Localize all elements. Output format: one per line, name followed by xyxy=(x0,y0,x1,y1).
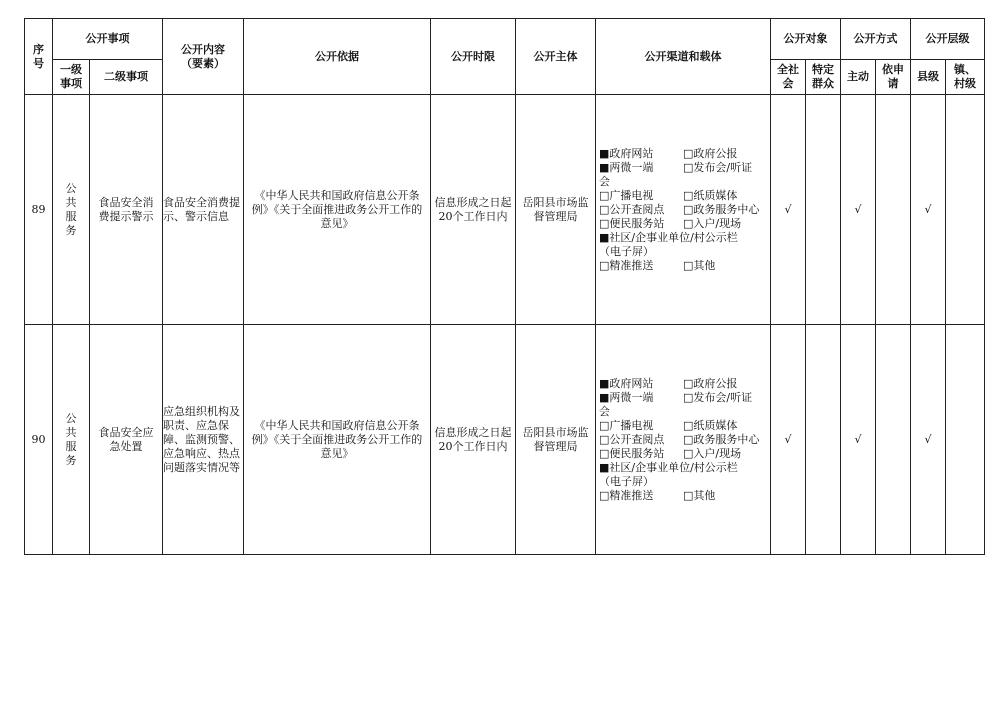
channel-option: □广播电视 xyxy=(599,418,654,432)
header-method-active: 主动 xyxy=(841,60,876,95)
channel-option-wrap: （电子屏） xyxy=(599,474,654,488)
channel-option: □政务服务中心 xyxy=(683,432,760,446)
row-level1: 公共服务 xyxy=(53,95,90,325)
row-time-limit: 信息形成之日起20个工作日内 xyxy=(431,95,516,325)
channel-option: □精准推送 xyxy=(599,258,654,272)
channel-option-wrap: （电子屏） xyxy=(599,244,654,258)
row-method-request xyxy=(876,325,911,555)
table-row xyxy=(25,325,985,555)
channel-option: □便民服务站 xyxy=(599,216,665,230)
row-method-active: √ xyxy=(841,325,876,555)
row-seq: 89 xyxy=(25,95,53,325)
header-method: 公开方式 xyxy=(841,19,911,60)
header-method-request: 依申请 xyxy=(876,60,911,95)
row-content: 食品安全消费提示、警示信息 xyxy=(163,95,244,325)
header-level1: 一级事项 xyxy=(53,60,90,95)
row-subject: 岳阳县市场监督管理局 xyxy=(516,325,596,555)
row-channels xyxy=(596,95,771,325)
row-level2: 食品安全应急处置 xyxy=(90,325,163,555)
row-target-specific xyxy=(806,325,841,555)
channel-option: ■社区/企事业单位/村公示栏 xyxy=(599,230,738,244)
channel-option: □政务服务中心 xyxy=(683,202,760,216)
channel-option: □入户/现场 xyxy=(683,216,742,230)
channel-option: ■社区/企事业单位/村公示栏 xyxy=(599,460,738,474)
channel-option: □其他 xyxy=(683,258,716,272)
header-level-county: 县级 xyxy=(911,60,946,95)
row-target-all: √ xyxy=(771,325,806,555)
row-content: 应急组织机构及职责、应急保障、监测预警、应急响应、热点问题落实情况等 xyxy=(163,325,244,555)
header-level: 公开层级 xyxy=(911,19,985,60)
channel-option: □发布会/听证 xyxy=(683,390,753,404)
channel-option-wrap: 会 xyxy=(599,174,610,188)
row-channels xyxy=(596,325,771,555)
header-channel: 公开渠道和载体 xyxy=(596,19,771,95)
channel-option: □其他 xyxy=(683,488,716,502)
header-target-specific: 特定群众 xyxy=(806,60,841,95)
row-target-all: √ xyxy=(771,95,806,325)
row-time-limit: 信息形成之日起20个工作日内 xyxy=(431,325,516,555)
channel-option: ■两微一端 xyxy=(599,390,654,404)
row-subject: 岳阳县市场监督管理局 xyxy=(516,95,596,325)
channel-option-wrap: 会 xyxy=(599,404,610,418)
row-level-county: √ xyxy=(911,95,946,325)
header-subject: 公开主体 xyxy=(516,19,596,95)
channel-option: □纸质媒体 xyxy=(683,188,738,202)
header-content: 公开内容（要素） xyxy=(163,19,244,95)
channel-option: □发布会/听证 xyxy=(683,160,753,174)
channel-option: □纸质媒体 xyxy=(683,418,738,432)
row-level2: 食品安全消费提示警示 xyxy=(90,95,163,325)
row-target-specific xyxy=(806,95,841,325)
header-level2: 二级事项 xyxy=(90,60,163,95)
header-seq: 序号 xyxy=(25,19,53,95)
channel-option: □便民服务站 xyxy=(599,446,665,460)
header-row-1 xyxy=(25,19,985,60)
row-method-request xyxy=(876,95,911,325)
header-target-all: 全社会 xyxy=(771,60,806,95)
header-target: 公开对象 xyxy=(771,19,841,60)
channel-option: □精准推送 xyxy=(599,488,654,502)
row-level-town xyxy=(946,325,985,555)
row-level-county: √ xyxy=(911,325,946,555)
row-seq: 90 xyxy=(25,325,53,555)
row-level1: 公共服务 xyxy=(53,325,90,555)
row-basis: 《中华人民共和国政府信息公开条例》《关于全面推进政务公开工作的意见》 xyxy=(244,325,431,555)
header-time-limit: 公开时限 xyxy=(431,19,516,95)
channel-option: □公开查阅点 xyxy=(599,202,665,216)
channel-option: ■两微一端 xyxy=(599,160,654,174)
channel-option: □广播电视 xyxy=(599,188,654,202)
header-basis: 公开依据 xyxy=(244,19,431,95)
channel-option: □政府公报 xyxy=(683,376,738,390)
row-level-town xyxy=(946,95,985,325)
header-level-town: 镇、村级 xyxy=(946,60,985,95)
header-item: 公开事项 xyxy=(53,19,163,60)
channel-option: □入户/现场 xyxy=(683,446,742,460)
row-basis: 《中华人民共和国政府信息公开条例》《关于全面推进政务公开工作的意见》 xyxy=(244,95,431,325)
channel-option: □公开查阅点 xyxy=(599,432,665,446)
channel-option: □政府公报 xyxy=(683,146,738,160)
table-row xyxy=(25,95,985,325)
disclosure-table xyxy=(24,18,985,555)
channel-option: ■政府网站 xyxy=(599,146,654,160)
row-method-active: √ xyxy=(841,95,876,325)
channel-option: ■政府网站 xyxy=(599,376,654,390)
